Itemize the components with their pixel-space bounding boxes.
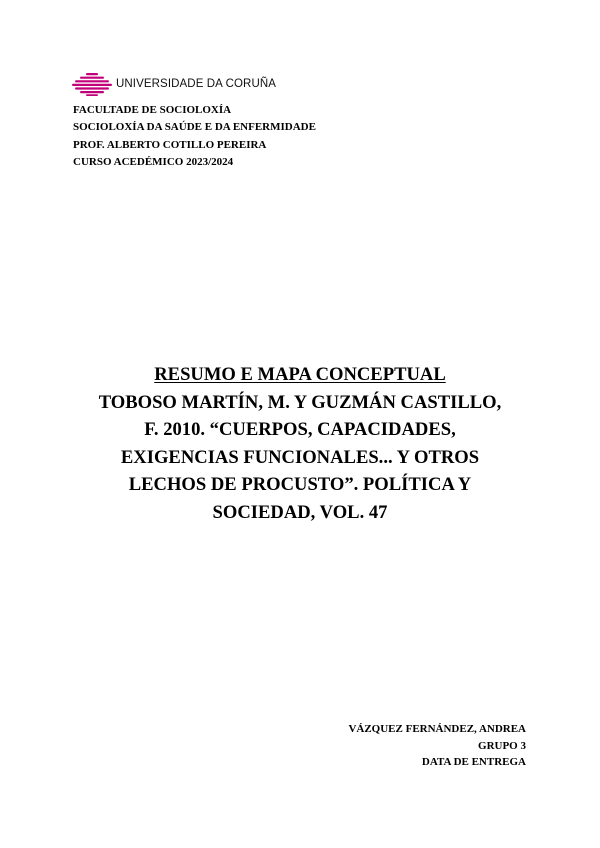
title-line: SOCIEDAD, VOL. 47 [212,501,388,523]
course-header [73,102,316,171]
title-line: F. 2010. “CUERPOS, CAPACIDADES, [144,419,456,440]
title-line: LECHOS DE PROCUSTO”. POLÍTICA Y [128,474,472,495]
academic-year: CURSO ACEDÉMICO 2023/2024 [73,155,234,168]
author-name: VÁZQUEZ FERNÁNDEZ, ANDREA [348,723,526,735]
author-info [348,721,526,771]
submission-date: DATA DE ENTREGA [421,756,526,769]
group-number: GRUPO 3 [478,739,526,752]
title-heading: RESUMO E MAPA CONCEPTUAL [154,364,446,385]
faculty-name: FACULTADE DE SOCIOLOXÍA [73,104,232,116]
university-name: UNIVERSIDADE DA CORUÑA [116,78,277,90]
document-title [60,361,540,526]
professor-name: PROF. ALBERTO COTILLO PEREIRA [73,138,267,151]
subject-name: SOCIOLOXÍA DA SAÚDE E DA ENFERMIDADE [73,121,316,134]
university-logo [72,72,276,96]
title-line: EXIGENCIAS FUNCIONALES... Y OTROS [120,446,480,468]
university-logo-icon [72,72,112,96]
title-line: TOBOSO MARTÍN, M. Y GUZMÁN CASTILLO, [98,391,502,413]
